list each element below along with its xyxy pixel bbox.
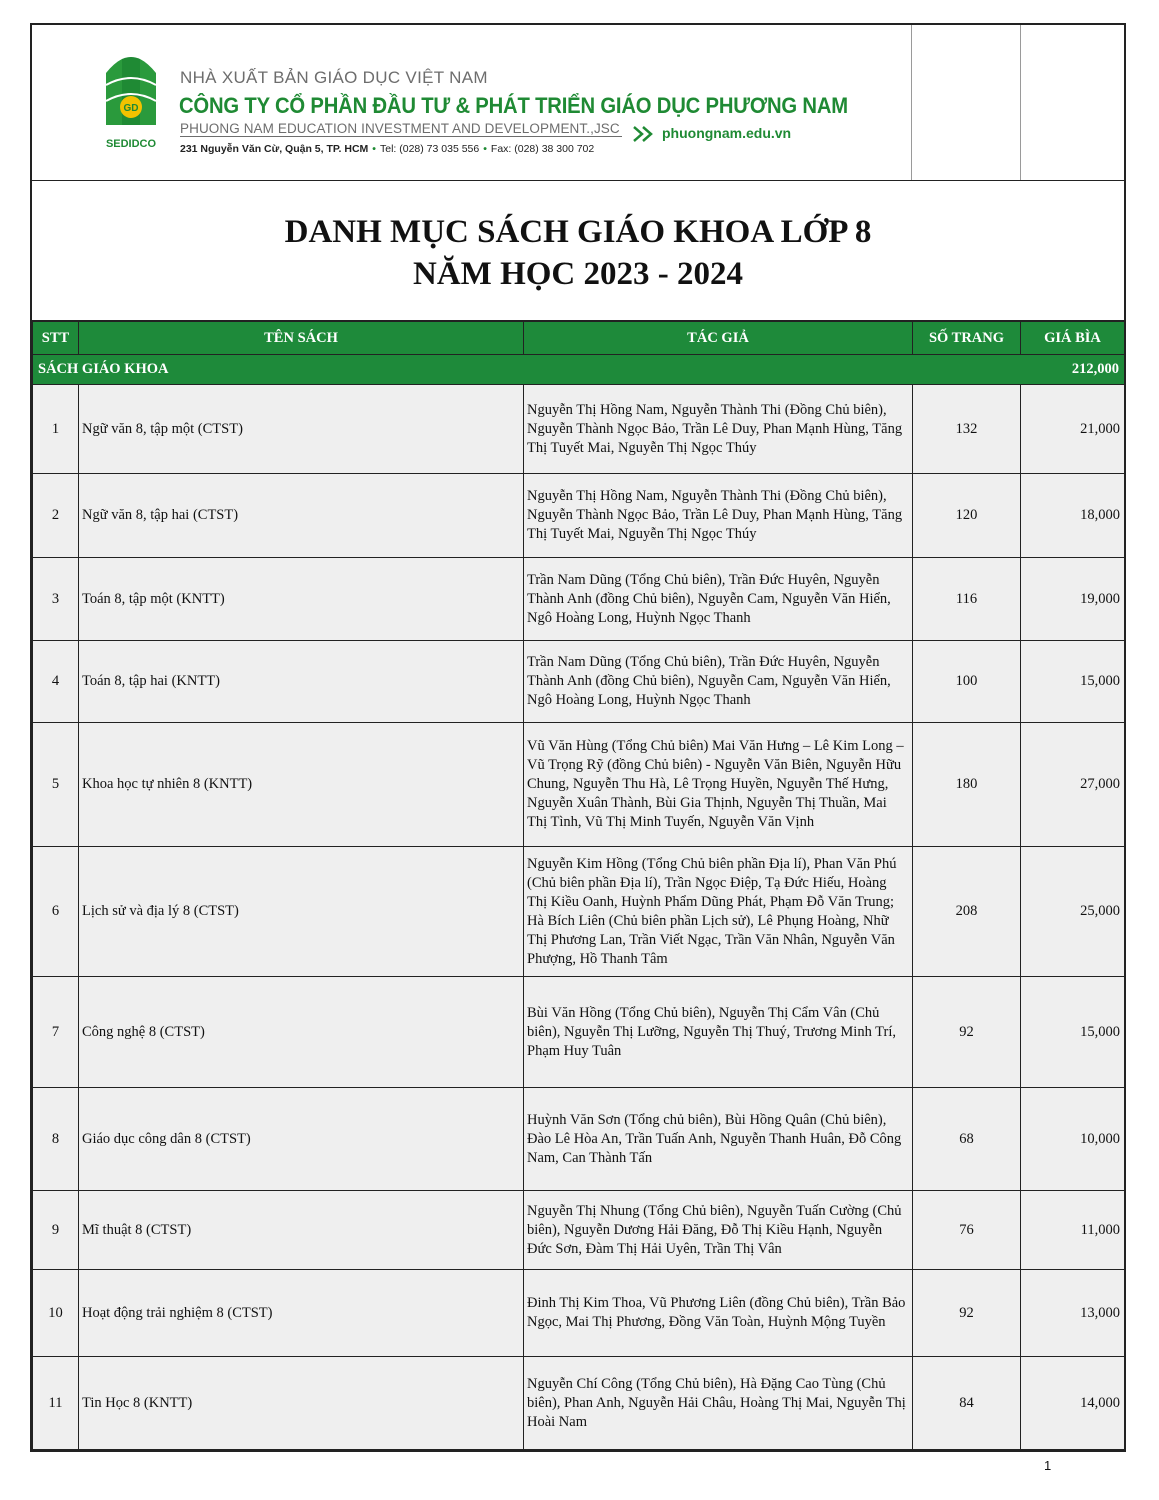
sedidco-logo-icon [100, 55, 162, 153]
cell-stt: 8 [33, 1088, 79, 1191]
fax-text: Fax: (028) 38 300 702 [490, 143, 595, 155]
table-row [33, 1270, 1125, 1357]
company-name: CÔNG TY CỔ PHẦN ĐẦU TƯ & PHÁT TRIỂN GIÁO DỤC PHƯƠNG NAM [179, 93, 848, 118]
cell-author: Huỳnh Văn Sơn (Tổng chủ biên), Bùi Hồng Quân (Chủ biên), Đào Lê Hòa An, Trần Tuấn Anh, Nguyễn Thanh Huân, Đỗ Công Nam, Can Thành Tấn [524, 1088, 913, 1191]
page-title [32, 181, 1124, 321]
cell-pages: 84 [913, 1357, 1021, 1450]
section-label: SÁCH GIÁO KHOA [33, 355, 1021, 385]
double-chevron-icon [632, 125, 658, 143]
website-link[interactable]: phuongnam.edu.vn [662, 125, 792, 141]
cell-pages: 120 [913, 474, 1021, 558]
table-row [33, 1191, 1125, 1270]
cell-pages: 208 [913, 847, 1021, 977]
title-line-2: NĂM HỌC 2023 - 2024 [413, 256, 743, 292]
cell-author: Nguyễn Chí Công (Tổng Chủ biên), Hà Đặng Cao Tùng (Chủ biên), Phan Anh, Nguyễn Hải Châu, Hoàng Thị Mai, Nguyễn Thị Hoài Nam [524, 1357, 913, 1450]
cell-stt: 3 [33, 558, 79, 641]
cell-stt: 7 [33, 977, 79, 1088]
cell-price: 10,000 [1021, 1088, 1125, 1191]
publisher-name: NHÀ XUẤT BẢN GIÁO DỤC VIỆT NAM [180, 68, 488, 87]
cell-stt: 2 [33, 474, 79, 558]
cell-book-name: Lịch sử và địa lý 8 (CTST) [79, 847, 524, 977]
header-divider [1020, 25, 1021, 180]
cell-pages: 132 [913, 385, 1021, 474]
cell-pages: 92 [913, 977, 1021, 1088]
table-header-row [33, 322, 1125, 355]
cell-book-name: Toán 8, tập một (KNTT) [79, 558, 524, 641]
cell-author: Bùi Văn Hồng (Tổng Chủ biên), Nguyễn Thị Cẩm Vân (Chủ biên), Nguyễn Thị Lưỡng, Nguyễn Thị Thuý, Trương Minh Trí, Phạm Huy Tuân [524, 977, 913, 1088]
cell-author: Nguyễn Thị Nhung (Tổng Chủ biên), Nguyễn Tuấn Cường (Chủ biên), Nguyễn Dương Hải Đăng, Đỗ Thị Kiều Hạnh, Nguyễn Đức Sơn, Đàm Thị Hải Uyên, Trần Thị Vân [524, 1191, 913, 1270]
col-header-name: TÊN SÁCH [79, 322, 524, 355]
cell-stt: 5 [33, 723, 79, 847]
cell-stt: 4 [33, 641, 79, 723]
page-number: 1 [1044, 1458, 1052, 1473]
cell-author: Trần Nam Dũng (Tổng Chủ biên), Trần Đức Huyên, Nguyễn Thành Anh (đồng Chủ biên), Nguyễn Cam, Nguyễn Văn Hiển, Ngô Hoàng Long, Huỳnh Ngọc Thanh [524, 641, 913, 723]
cell-pages: 92 [913, 1270, 1021, 1357]
cell-pages: 180 [913, 723, 1021, 847]
table-row [33, 977, 1125, 1088]
table-row [33, 474, 1125, 558]
table-row [33, 723, 1125, 847]
cell-book-name: Tin Học 8 (KNTT) [79, 1357, 524, 1450]
header-divider [911, 25, 912, 180]
cell-book-name: Ngữ văn 8, tập hai (CTST) [79, 474, 524, 558]
table-row [33, 641, 1125, 723]
table-row [33, 1357, 1125, 1450]
cell-price: 21,000 [1021, 385, 1125, 474]
address-text: 231 Nguyễn Văn Cừ, Quận 5, TP. HCM [180, 143, 369, 155]
cell-stt: 11 [33, 1357, 79, 1450]
company-name-en: PHUONG NAM EDUCATION INVESTMENT AND DEVELOPMENT.,JSC [180, 121, 622, 137]
cell-price: 15,000 [1021, 641, 1125, 723]
company-address: 231 Nguyễn Văn Cừ, Quận 5, TP. HCM • Tel: (028) 73 035 556 • Fax: (028) 38 300 702 [180, 143, 595, 155]
table-row [33, 385, 1125, 474]
document-sheet [30, 23, 1126, 1452]
cell-price: 25,000 [1021, 847, 1125, 977]
col-header-author: TÁC GIẢ [524, 322, 913, 355]
table-row [33, 558, 1125, 641]
cell-price: 19,000 [1021, 558, 1125, 641]
cell-pages: 76 [913, 1191, 1021, 1270]
cell-book-name: Hoạt động trải nghiệm 8 (CTST) [79, 1270, 524, 1357]
cell-book-name: Toán 8, tập hai (KNTT) [79, 641, 524, 723]
tel-text: Tel: (028) 73 035 556 [379, 143, 480, 155]
cell-author: Nguyễn Thị Hồng Nam, Nguyễn Thành Thi (Đồng Chủ biên), Nguyễn Thành Ngọc Bảo, Trần Lê Duy, Phan Mạnh Hùng, Tăng Thị Tuyết Mai, Nguyễn Thị Ngọc Thúy [524, 385, 913, 474]
title-line-1: DANH MỤC SÁCH GIÁO KHOA LỚP 8 [284, 214, 872, 250]
cell-author: Đinh Thị Kim Thoa, Vũ Phương Liên (đồng Chủ biên), Trần Bảo Ngọc, Mai Thị Phương, Đồng Văn Toàn, Huỳnh Mộng Tuyền [524, 1270, 913, 1357]
col-header-stt: STT [33, 322, 79, 355]
book-table [32, 321, 1125, 1450]
col-header-price: GIÁ BÌA [1021, 322, 1125, 355]
table-row [33, 1088, 1125, 1191]
cell-pages: 68 [913, 1088, 1021, 1191]
cell-stt: 9 [33, 1191, 79, 1270]
cell-price: 15,000 [1021, 977, 1125, 1088]
cell-pages: 116 [913, 558, 1021, 641]
cell-author: Nguyễn Thị Hồng Nam, Nguyễn Thành Thi (Đồng Chủ biên), Nguyễn Thành Ngọc Bảo, Trần Lê Duy, Phan Mạnh Hùng, Tăng Thị Tuyết Mai, Nguyễn Thị Ngọc Thúy [524, 474, 913, 558]
cell-stt: 6 [33, 847, 79, 977]
cell-price: 14,000 [1021, 1357, 1125, 1450]
letterhead [32, 25, 1124, 181]
section-total: 212,000 [1021, 355, 1125, 385]
logo-mark: GD [123, 103, 139, 114]
cell-book-name: Công nghệ 8 (CTST) [79, 977, 524, 1088]
cell-price: 27,000 [1021, 723, 1125, 847]
table-row [33, 847, 1125, 977]
cell-book-name: Giáo dục công dân 8 (CTST) [79, 1088, 524, 1191]
section-row [33, 355, 1125, 385]
logo-text: SEDIDCO [105, 138, 157, 150]
cell-author: Trần Nam Dũng (Tổng Chủ biên), Trần Đức Huyên, Nguyễn Thành Anh (đồng Chủ biên), Nguyễn Cam, Nguyễn Văn Hiển, Ngô Hoàng Long, Huỳnh Ngọc Thanh [524, 558, 913, 641]
cell-price: 18,000 [1021, 474, 1125, 558]
cell-book-name: Ngữ văn 8, tập một (CTST) [79, 385, 524, 474]
cell-stt: 1 [33, 385, 79, 474]
cell-author: Vũ Văn Hùng (Tổng Chủ biên) Mai Văn Hưng – Lê Kim Long – Vũ Trọng Rỹ (đồng Chủ biên) - Nguyễn Văn Biên, Nguyễn Hữu Chung, Nguyễn Thu Hà, Lê Trọng Huyền, Nguyễn Thế Hưng, Nguyễn Xuân Thành, Bùi Gia Thịnh, Nguyễn Thị Thuần, Mai Thị Tình, Vũ Thị Minh Tuyến, Nguyễn Văn Vịnh [524, 723, 913, 847]
cell-price: 13,000 [1021, 1270, 1125, 1357]
cell-author: Nguyễn Kim Hồng (Tổng Chủ biên phần Địa lí), Phan Văn Phú (Chủ biên phần Địa lí), Trần Ngọc Điệp, Tạ Đức Hiếu, Hoàng Thị Kiều Oanh, Huỳnh Phẩm Dũng Phát, Phạm Đỗ Văn Trung; Hà Bích Liên (Chủ biên phần Lịch sử), Lê Phụng Hoàng, Nhữ Thị Phương Lan, Trần Viết Ngạc, Trần Văn Nhân, Nguyễn Văn Phượng, Hồ Thanh Tâm [524, 847, 913, 977]
cell-pages: 100 [913, 641, 1021, 723]
cell-book-name: Khoa học tự nhiên 8 (KNTT) [79, 723, 524, 847]
col-header-pages: SỐ TRANG [913, 322, 1021, 355]
cell-price: 11,000 [1021, 1191, 1125, 1270]
cell-stt: 10 [33, 1270, 79, 1357]
cell-book-name: Mĩ thuật 8 (CTST) [79, 1191, 524, 1270]
